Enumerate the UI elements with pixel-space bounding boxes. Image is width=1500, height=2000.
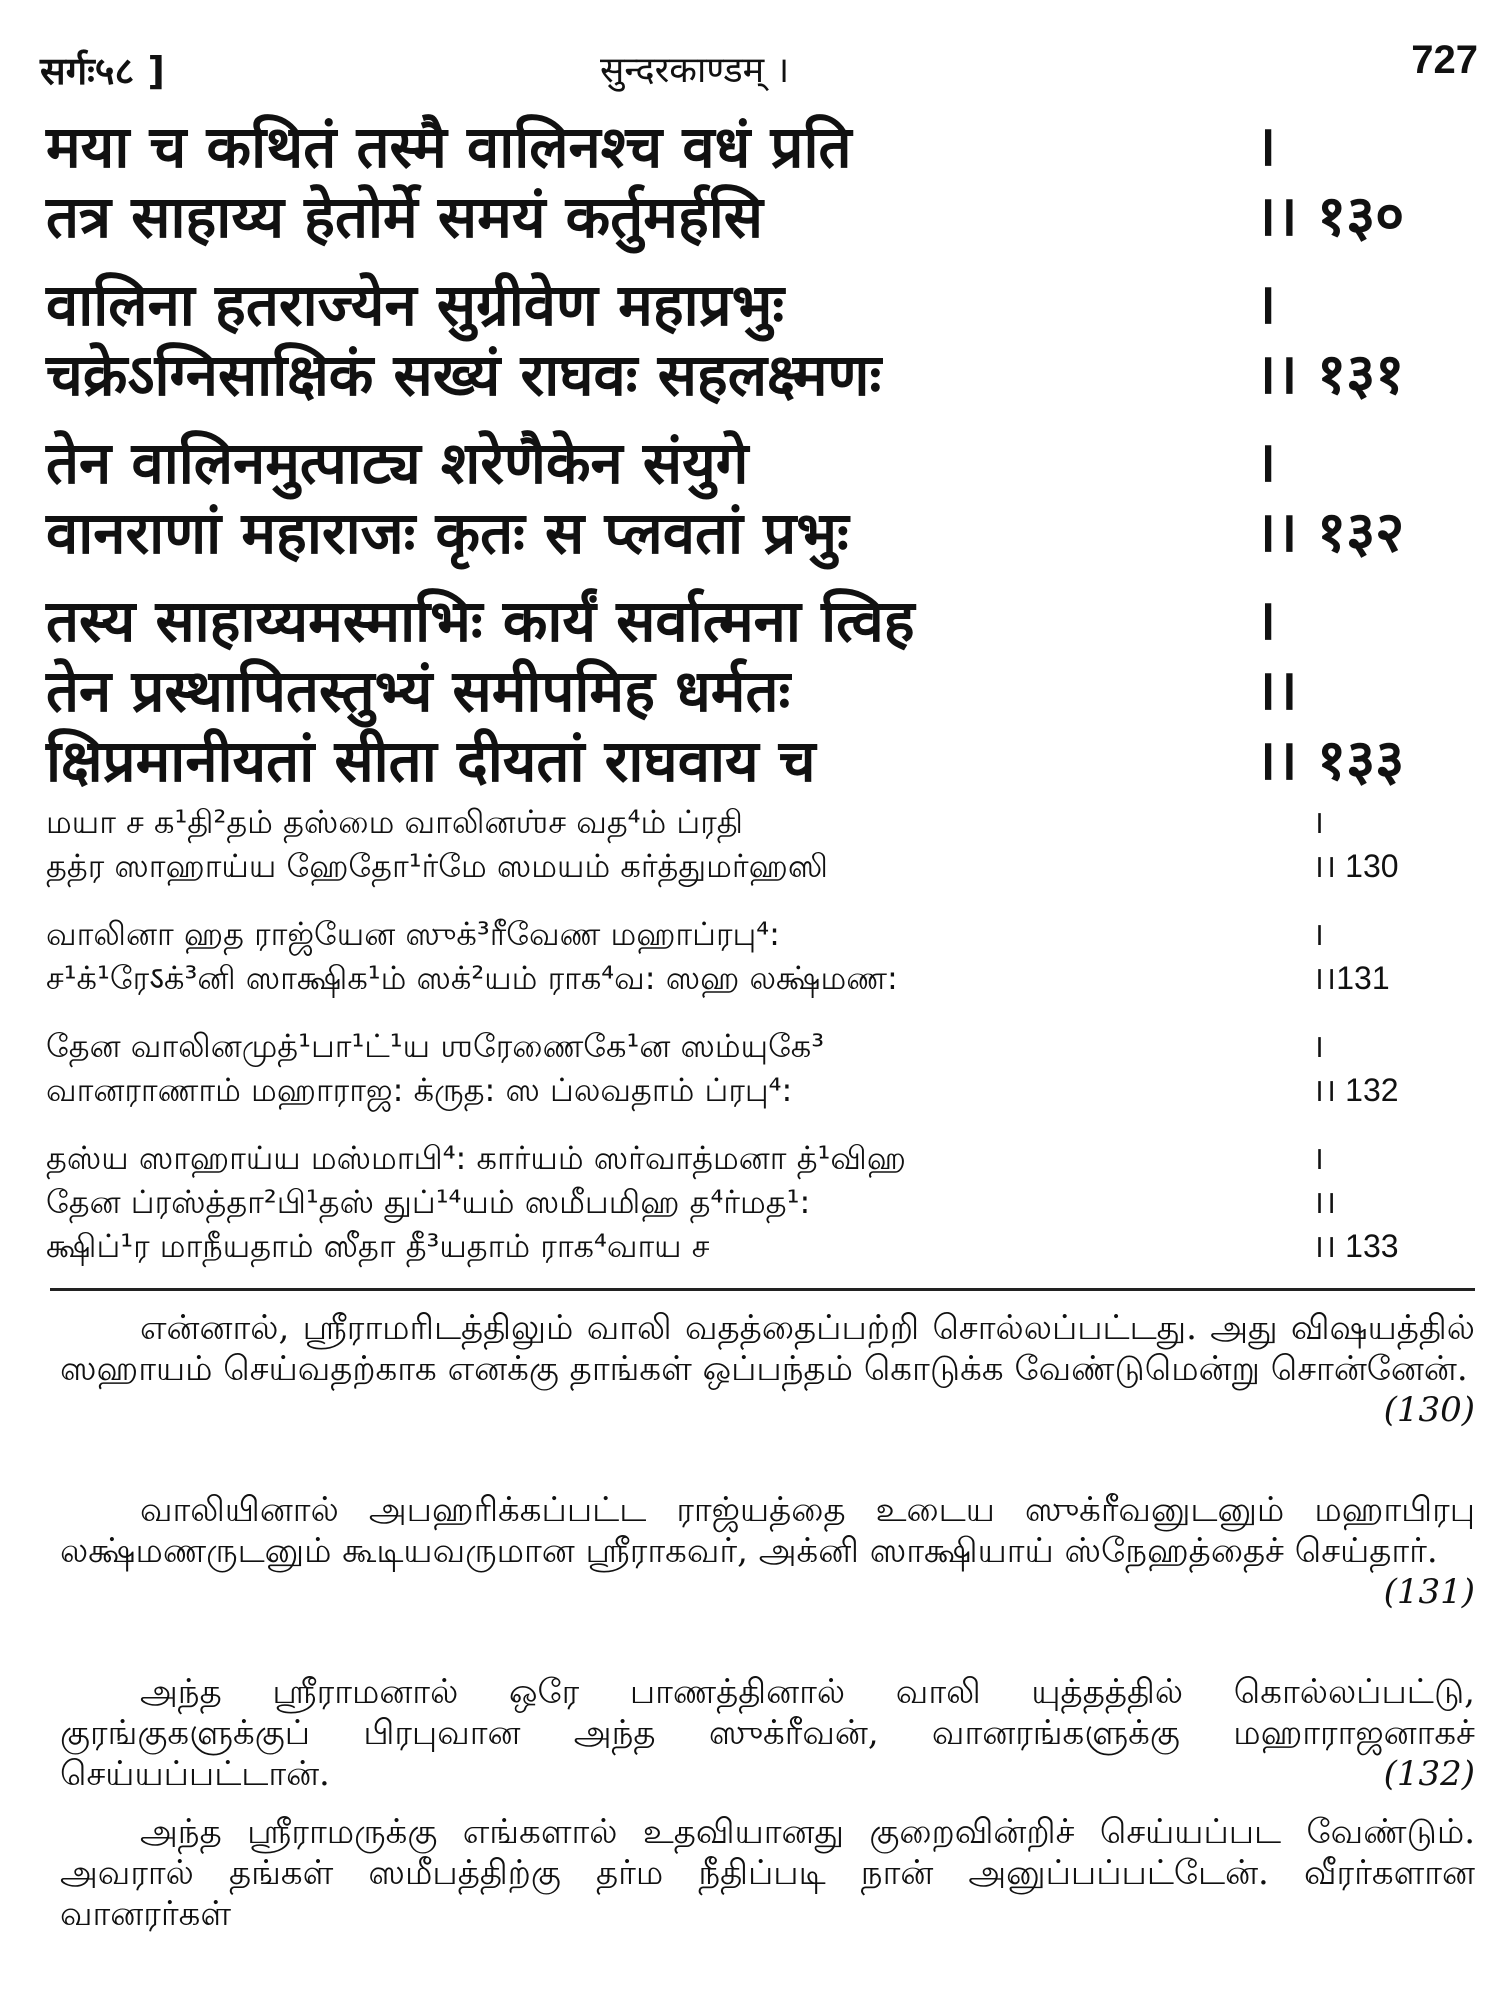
- transliteration-line: தேன ப்ரஸ்த்தா²பி¹தஸ் துப்¹⁴யம் ஸமீபமிஹ த⁴ர்மத¹: ।।: [46, 1183, 1337, 1221]
- sarga-header: सर्गः५८ ]: [40, 49, 165, 93]
- sanskrit-verse-line: वालिना हतराज्येन सुग्रीवेण महाप्रभुः ।: [46, 271, 1277, 339]
- transliteration-line: தஸ்ய ஸாஹாய்ய மஸ்மாபி⁴: கார்யம் ஸர்வாத்மனா த்¹விஹ ।: [46, 1139, 1325, 1177]
- transliteration-line: தத்ர ஸாஹாய்ய ஹேதோ¹ர்மே ஸமயம் கர்த்துமர்ஹஸி ।। 130: [46, 847, 1399, 885]
- sanskrit-verse-line: मया च कथितं तस्मै वालिनश्च वधं प्रति ।: [46, 113, 1277, 181]
- sanskrit-verse-line: क्षिप्रमानीयतां सीता दीयतां राघवाय च ।। १३३: [46, 727, 1405, 795]
- transliteration-line: மயா ச க¹தி²தம் தஸ்மை வாலினஶ்ச வத⁴ம் ப்ரதி ।: [46, 803, 1325, 841]
- translation-paragraph: அந்த ஸ்ரீராமனால் ஒரே பாணத்தினால் வாலி யுத்தத்தில் கொல்லப்பட்டு, குரங்குகளுக்குப் பிரபுவான அந்த ஸுக்ரீவன், வானரங்களுக்கு மஹாராஜனாகச் செய்யப்பட்டான். (132): [60, 1672, 1475, 1794]
- sanskrit-verse-line: तेन वालिनमुत्पाट्य शरेणैकेन संयुगे ।: [46, 429, 1277, 497]
- sanskrit-verse-line: वानराणां महाराजः कृतः स प्लवतां प्रभुः ।। १३२: [46, 499, 1405, 567]
- sanskrit-verse-line: तस्य साहाय्यमस्माभिः कार्यं सर्वात्मना त्विह ।: [46, 587, 1277, 655]
- transliteration-line: தேன வாலினமுத்¹பா¹ட்¹ய ஶரேணைகே¹ன ஸம்யுகே³ ।: [46, 1027, 1325, 1065]
- translation-paragraph: வாலியினால் அபஹரிக்கப்பட்ட ராஜ்யத்தை உடைய ஸுக்ரீவனுடனும் மஹாபிரபு லக்ஷ்மணருடனும் கூடியவருமான ஸ்ரீராகவர், அக்னி ஸாக்ஷியாய் ஸ்நேஹத்தைச் செய்தார். (131): [60, 1490, 1475, 1612]
- kanda-header: सुन्दरकाण्डम् ।: [600, 50, 790, 91]
- verse-number: (131): [1383, 1572, 1475, 1612]
- transliteration-line: வாலினா ஹத ராஜ்யேன ஸுக்³ரீவேண மஹாப்ரபு⁴: ।: [46, 915, 1325, 953]
- translation-paragraph: என்னால், ஸ்ரீராமரிடத்திலும் வாலி வதத்தைப்பற்றி சொல்லப்பட்டது. அது விஷயத்தில் ஸஹாயம் செய்வதற்காக எனக்கு தாங்கள் ஒப்பந்தம் கொடுக்க வேண்டுமென்று சொன்னேன். (130): [60, 1308, 1475, 1430]
- page-number: 727: [1411, 38, 1478, 82]
- verse-number: (130): [1383, 1390, 1475, 1430]
- divider-rule: [50, 1288, 1475, 1291]
- translation-paragraph: அந்த ஸ்ரீராமருக்கு எங்களால் உதவியானது குறைவின்றிச் செய்யப்பட வேண்டும். அவரால் தங்கள் ஸமீபத்திற்கு தர்ம நீதிப்படி நான் அனுப்பப்பட்டேன். வீரர்களான வானரர்கள்: [60, 1812, 1475, 1934]
- transliteration-line: ச¹க்¹ரேऽக்³னி ஸாக்ஷிக¹ம் ஸக்²யம் ராக⁴வ: ஸஹ லக்ஷ்மண: ।।131: [46, 959, 1390, 997]
- sanskrit-verse-line: चक्रेऽग्निसाक्षिकं सख्यं राघवः सहलक्ष्मणः ।। १३१: [46, 341, 1405, 409]
- sanskrit-verse-line: तत्र साहाय्य हेतोर्मे समयं कर्तुमर्हसि ।। १३०: [46, 183, 1405, 251]
- sanskrit-verse-line: तेन प्रस्थापितस्तुभ्यं समीपमिह धर्मतः ।।: [46, 657, 1298, 725]
- verse-number: (132): [1383, 1754, 1475, 1794]
- transliteration-line: வானராணாம் மஹாராஜ: க்ருத: ஸ ப்லவதாம் ப்ரபு⁴: ।। 132: [46, 1071, 1399, 1109]
- transliteration-line: க்ஷிப்¹ர மாநீயதாம் ஸீதா தீ³யதாம் ராக⁴வாய ச ।। 133: [46, 1227, 1399, 1265]
